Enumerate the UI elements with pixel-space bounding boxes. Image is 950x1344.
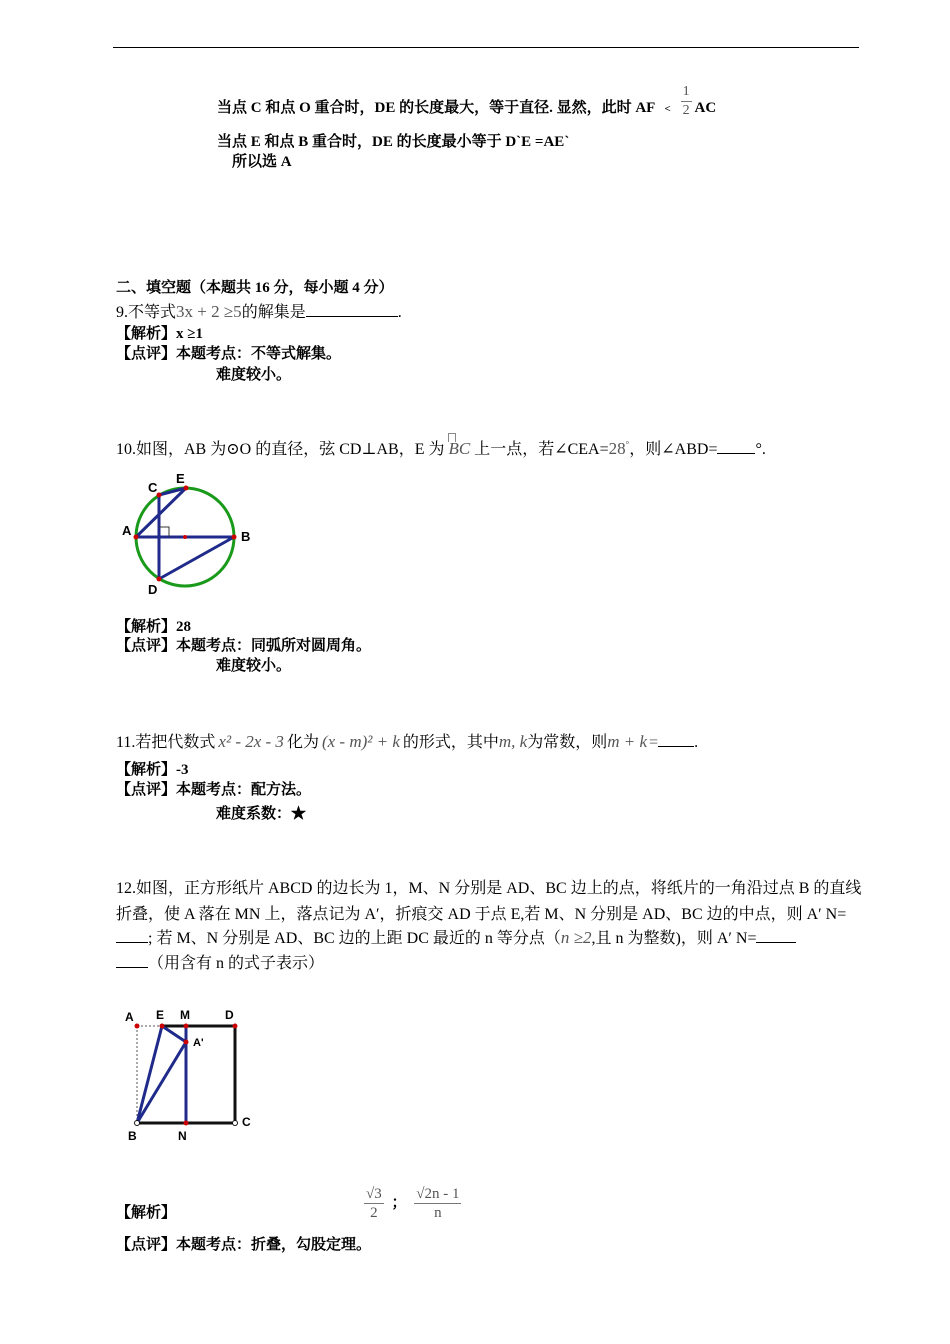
q11-answer: 【解析】-3	[116, 762, 189, 778]
prev-solution-line-2: 当点 E 和点 B 重合时，DE 的长度最小等于 D`E =AE`	[217, 134, 570, 150]
answer-blank	[116, 928, 148, 943]
label-e: E	[176, 471, 185, 486]
q11-expression-2: (x - m)² + k	[321, 732, 400, 751]
q12-comment: 【点评】本题考点：折叠，勾股定理。	[116, 1237, 372, 1253]
point-a-prime	[184, 1040, 189, 1045]
point-d	[233, 1024, 238, 1029]
prev-solution-line-3: 所以选 A	[232, 154, 292, 170]
q10-comment: 【点评】本题考点：同弧所对圆周角。	[116, 638, 372, 654]
question-12-line-2: 折叠，使 A 落在 MN 上，落点记为 A′，折痕交 AD 于点 E,若 M、N 分别是 AD、BC 边的中点，则 A′ N=	[116, 906, 847, 923]
question-12-line-4: （用含有 n 的式子表示）	[116, 950, 324, 973]
question-12-line-3: ; 若 M、N 分别是 AD、BC 边的上距 DC 最近的 n 等分点（n ≥2,且 n 为整数)，则 A′ N=	[116, 925, 796, 948]
point-e	[160, 1024, 165, 1029]
q11-vars: m, k	[498, 732, 528, 751]
label-a: A	[122, 523, 132, 538]
q11-comment: 【点评】本题考点：配方法。	[116, 782, 312, 798]
point-e	[184, 486, 189, 491]
question-9: 9.不等式3x + 2 ≥5的解集是 .	[116, 302, 402, 321]
segment-ea-prime	[162, 1026, 186, 1042]
q9-difficulty: 难度较小。	[216, 367, 292, 383]
header-rule	[113, 47, 859, 48]
section-title: 二、填空题（本题共 16 分，每小题 4 分）	[116, 280, 394, 296]
point-o	[183, 535, 187, 539]
q12-answer: $\frac{√3}{2}$ ； $\frac{√2n - 1}{n}$	[366, 1186, 460, 1221]
label-c: C	[242, 1115, 251, 1129]
label-n: N	[178, 1129, 187, 1143]
q12-answer-label: 【解析】	[116, 1205, 177, 1221]
point-n	[184, 1121, 189, 1126]
point-d	[157, 577, 162, 582]
label-b: B	[128, 1129, 137, 1143]
answer-blank	[717, 439, 755, 454]
q10-answer: 【解析】28	[116, 619, 192, 635]
arc-mark	[448, 433, 456, 442]
answer-sqrt-2n-1-over-n: $\frac{√2n - 1}{n}$	[416, 1186, 460, 1221]
point-c	[233, 1121, 238, 1126]
label-m: M	[180, 1008, 190, 1022]
label-a-prime: A'	[193, 1037, 204, 1049]
point-m	[184, 1024, 189, 1029]
label-c: C	[148, 480, 158, 495]
q11-difficulty: 难度系数：★	[216, 806, 307, 822]
q11-expression-1: x² - 2x - 3	[218, 732, 284, 751]
answer-blank	[306, 302, 398, 317]
answer-blank	[116, 953, 148, 968]
label-e: E	[156, 1008, 165, 1022]
square-fold-diagram	[118, 1004, 263, 1146]
circle-diagram	[118, 466, 268, 600]
q11-expression-3: m + k	[607, 732, 648, 751]
answer-blank	[756, 928, 796, 943]
label-d: D	[225, 1008, 234, 1022]
label-b: B	[241, 529, 251, 544]
point-b	[135, 1121, 140, 1126]
question-11: 11.若把代数式 x² - 2x - 3 化为 (x - m)² + k 的形式，其中m, k为常数，则m + k = .	[116, 732, 699, 751]
answer-blank	[658, 732, 694, 747]
label-d: D	[148, 582, 158, 597]
q10-difficulty: 难度较小。	[216, 658, 292, 674]
segment-ba-prime	[137, 1042, 186, 1123]
question-12-line-1: 12.如图，正方形纸片 ABCD 的边长为 1，M、N 分别是 AD、BC 边上的点，将纸片的一角沿过点 B 的直线	[116, 880, 862, 897]
q9-comment: 【点评】本题考点：不等式解集。	[116, 346, 342, 362]
fold-line-be	[137, 1026, 162, 1123]
q9-answer: 【解析】x ≥1	[116, 326, 203, 342]
fraction-one-half: $\frac{1}{2}$	[682, 84, 690, 119]
question-10: 10.如图，AB 为⊙O 的直径，弦 CD⊥AB，E 为 BC 上一点，若∠CEA=28°，则∠ABD= °.	[116, 436, 766, 459]
label-a: A	[125, 1010, 134, 1024]
point-a	[134, 535, 139, 540]
prev-solution-line-1: 当点 C 和点 O 重合时，DE 的长度最大，等于直径. 显然，此时 AF < $\frac{1}{2}$ AC	[217, 84, 717, 119]
point-a	[135, 1024, 140, 1029]
point-b	[232, 535, 237, 540]
segment-db	[159, 537, 234, 579]
answer-sqrt3-over-2: $\frac{√3}{2}$	[366, 1186, 382, 1221]
arc-bc: BC	[448, 439, 470, 459]
q9-expression: 3x + 2 ≥5	[176, 302, 242, 321]
